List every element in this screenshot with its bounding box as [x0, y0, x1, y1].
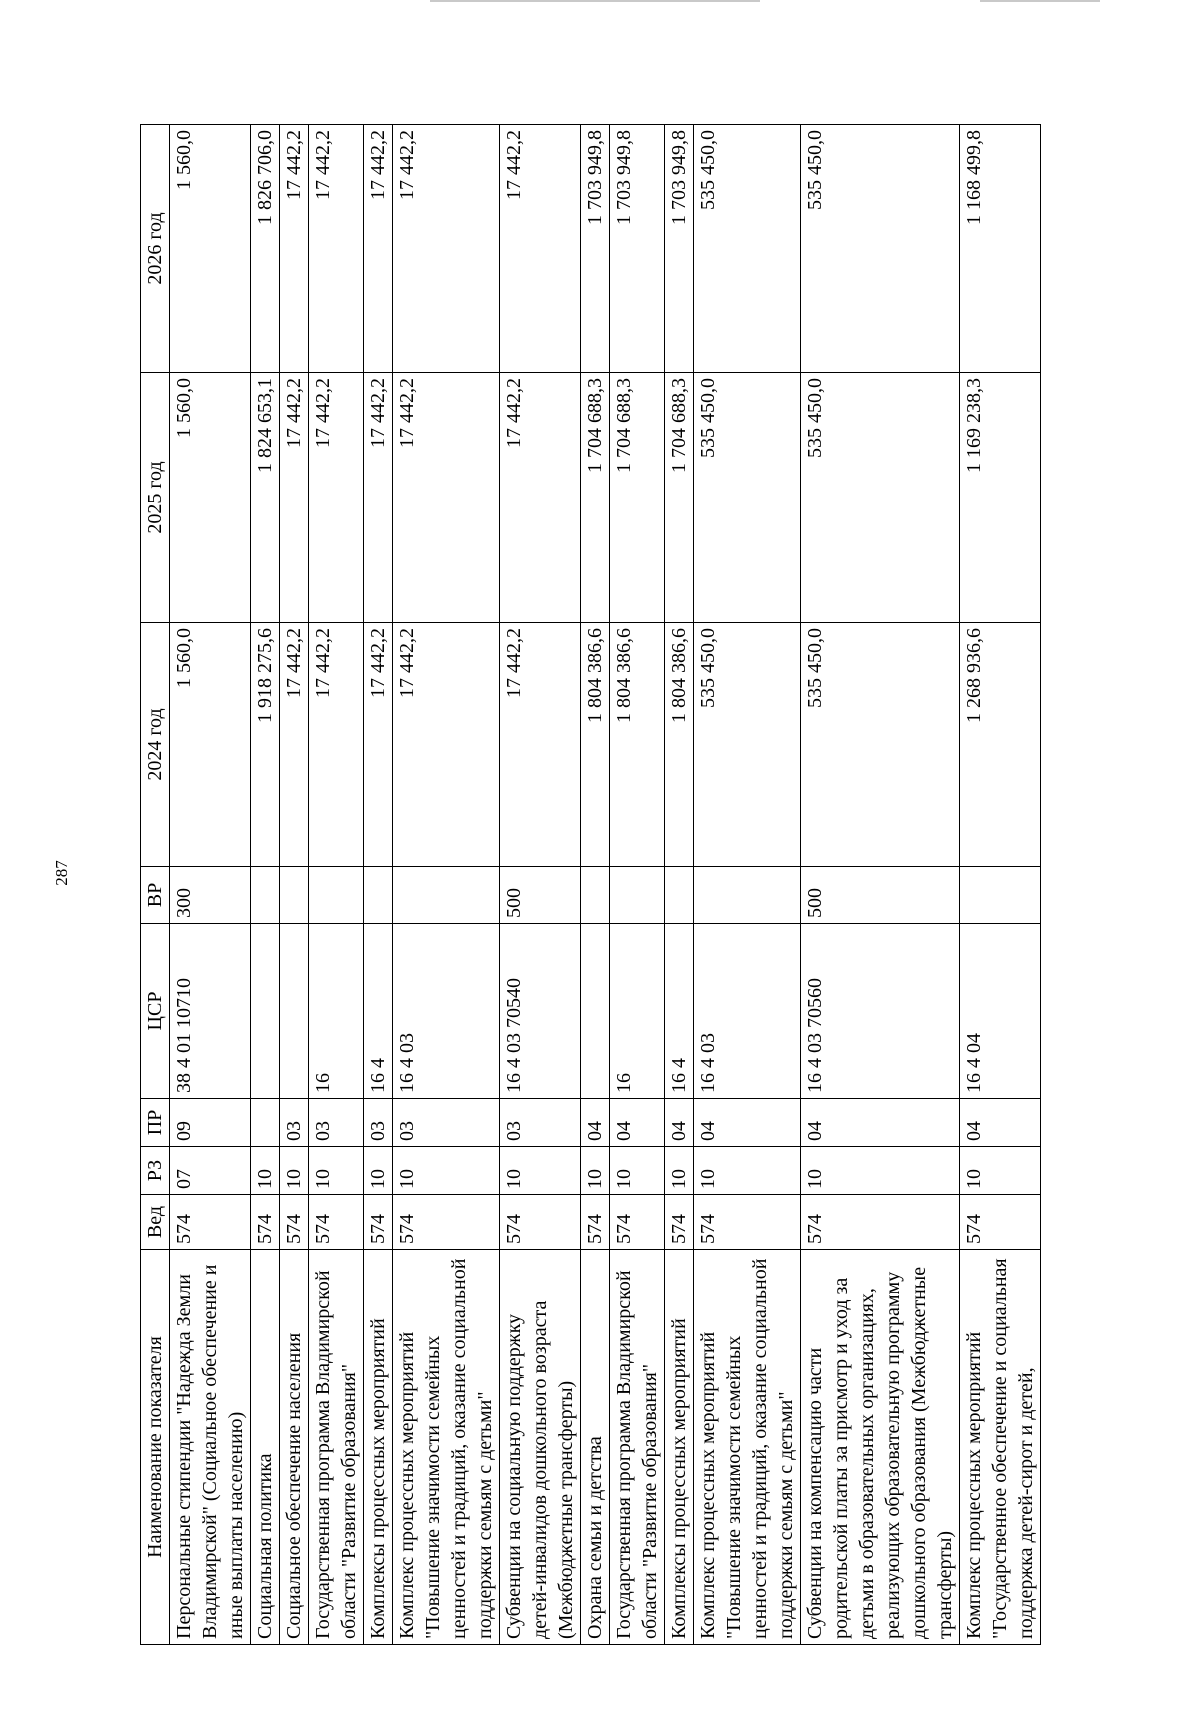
value-2026-cell: 17 442,2	[364, 125, 393, 373]
table-row	[280, 125, 309, 1645]
name-cell: Комплекс процессных мероприятий "Повышение значимости семейных ценностей и традиций, оказание социальной поддержки семьям с детьми"	[393, 1250, 500, 1645]
name-cell: Субвенции на компенсацию части родительской платы за присмотр и уход за детьми в образовательных организациях, реализующих образовательную программу дошкольного образования (Межбюджетные трансферты)	[801, 1250, 960, 1645]
table-row	[393, 125, 500, 1645]
header-cell: 2025 год	[141, 373, 170, 623]
value-2025-cell: 17 442,2	[280, 373, 309, 623]
header-cell: ЦСР	[141, 924, 170, 1099]
pr-cell: 04	[960, 1099, 1041, 1147]
pr-cell: 03	[364, 1099, 393, 1147]
value-2025-cell: 1 704 688,3	[665, 373, 694, 623]
vr-cell	[610, 867, 665, 924]
value-2025-cell: 17 442,2	[500, 373, 581, 623]
ved-cell: 574	[251, 1195, 280, 1250]
value-2024-cell: 1 804 386,6	[665, 623, 694, 867]
vr-cell: 500	[500, 867, 581, 924]
rz-cell: 07	[170, 1147, 251, 1195]
value-2026-cell: 1 703 949,8	[665, 125, 694, 373]
ved-cell: 574	[801, 1195, 960, 1250]
pr-cell: 03	[309, 1099, 364, 1147]
value-2026-cell: 17 442,2	[500, 125, 581, 373]
vr-cell: 300	[170, 867, 251, 924]
value-2025-cell: 1 560,0	[170, 373, 251, 623]
scan-edge-line	[430, 0, 760, 2]
table-row	[364, 125, 393, 1645]
scan-edge-line	[980, 0, 1100, 2]
value-2024-cell: 17 442,2	[280, 623, 309, 867]
ved-cell: 574	[364, 1195, 393, 1250]
ved-cell: 574	[280, 1195, 309, 1250]
table-row	[500, 125, 581, 1645]
rz-cell: 10	[581, 1147, 610, 1195]
budget-table	[140, 124, 1041, 1645]
rz-cell: 10	[665, 1147, 694, 1195]
table-body	[170, 125, 1041, 1645]
vr-cell	[309, 867, 364, 924]
table-row	[694, 125, 801, 1645]
header-cell: 2026 год	[141, 125, 170, 373]
value-2026-cell: 1 168 499,8	[960, 125, 1041, 373]
value-2025-cell: 1 169 238,3	[960, 373, 1041, 623]
value-2025-cell: 535 450,0	[694, 373, 801, 623]
pr-cell: 03	[280, 1099, 309, 1147]
vr-cell	[364, 867, 393, 924]
value-2026-cell: 17 442,2	[309, 125, 364, 373]
value-2024-cell: 1 804 386,6	[581, 623, 610, 867]
name-cell: Социальное обеспечение населения	[280, 1250, 309, 1645]
name-cell: Субвенции на социальную поддержку детей-инвалидов дошкольного возраста (Межбюджетные трансферты)	[500, 1250, 581, 1645]
csr-cell: 16 4 03	[393, 924, 500, 1099]
pr-cell: 04	[801, 1099, 960, 1147]
page-number: 287	[52, 860, 71, 886]
name-cell: Комплекс процессных мероприятий "Повышение значимости семейных ценностей и традиций, оказание социальной поддержки семьям с детьми"	[694, 1250, 801, 1645]
value-2026-cell: 1 560,0	[170, 125, 251, 373]
value-2024-cell: 1 804 386,6	[610, 623, 665, 867]
vr-cell	[581, 867, 610, 924]
name-cell: Охрана семьи и детства	[581, 1250, 610, 1645]
ved-cell: 574	[500, 1195, 581, 1250]
rz-cell: 10	[694, 1147, 801, 1195]
name-cell: Комплексы процессных мероприятий	[364, 1250, 393, 1645]
value-2026-cell: 1 703 949,8	[581, 125, 610, 373]
ved-cell: 574	[610, 1195, 665, 1250]
value-2025-cell: 1 704 688,3	[581, 373, 610, 623]
value-2025-cell: 1 824 653,1	[251, 373, 280, 623]
table-row	[801, 125, 960, 1645]
pr-cell: 04	[610, 1099, 665, 1147]
value-2025-cell: 17 442,2	[393, 373, 500, 623]
value-2026-cell: 1 826 706,0	[251, 125, 280, 373]
ved-cell: 574	[309, 1195, 364, 1250]
rz-cell: 10	[364, 1147, 393, 1195]
value-2026-cell: 1 703 949,8	[610, 125, 665, 373]
header-cell: 2024 год	[141, 623, 170, 867]
table-row	[960, 125, 1041, 1645]
csr-cell: 16 4	[665, 924, 694, 1099]
pr-cell	[251, 1099, 280, 1147]
csr-cell: 16 4 03 70560	[801, 924, 960, 1099]
name-cell: Комплекс процессных мероприятий "Государственное обеспечение и социальная поддержка детей-сирот и детей,	[960, 1250, 1041, 1645]
value-2025-cell: 17 442,2	[364, 373, 393, 623]
value-2026-cell: 535 450,0	[694, 125, 801, 373]
vr-cell	[280, 867, 309, 924]
vr-cell	[960, 867, 1041, 924]
csr-cell: 16	[610, 924, 665, 1099]
vr-cell	[665, 867, 694, 924]
ved-cell: 574	[581, 1195, 610, 1250]
csr-cell	[581, 924, 610, 1099]
csr-cell	[280, 924, 309, 1099]
table-row	[309, 125, 364, 1645]
rz-cell: 10	[280, 1147, 309, 1195]
name-cell: Государственная программа Владимирской области "Развитие образования"	[309, 1250, 364, 1645]
value-2026-cell: 17 442,2	[280, 125, 309, 373]
value-2024-cell: 17 442,2	[364, 623, 393, 867]
value-2025-cell: 17 442,2	[309, 373, 364, 623]
value-2025-cell: 1 704 688,3	[610, 373, 665, 623]
vr-cell	[393, 867, 500, 924]
csr-cell: 16 4	[364, 924, 393, 1099]
csr-cell: 16	[309, 924, 364, 1099]
value-2024-cell: 1 560,0	[170, 623, 251, 867]
value-2026-cell: 17 442,2	[393, 125, 500, 373]
value-2024-cell: 17 442,2	[500, 623, 581, 867]
rz-cell: 10	[393, 1147, 500, 1195]
ved-cell: 574	[694, 1195, 801, 1250]
value-2024-cell: 535 450,0	[801, 623, 960, 867]
header-cell: ВР	[141, 867, 170, 924]
vr-cell: 500	[801, 867, 960, 924]
ved-cell: 574	[960, 1195, 1041, 1250]
value-2024-cell: 1 918 275,6	[251, 623, 280, 867]
pr-cell: 09	[170, 1099, 251, 1147]
value-2024-cell: 17 442,2	[309, 623, 364, 867]
pr-cell: 03	[393, 1099, 500, 1147]
header-cell: ПР	[141, 1099, 170, 1147]
ved-cell: 574	[665, 1195, 694, 1250]
name-cell: Персональные стипендии "Надежда Земли Владимирской" (Социальное обеспечение и иные выплаты населению)	[170, 1250, 251, 1645]
csr-cell: 16 4 03	[694, 924, 801, 1099]
csr-cell: 16 4 04	[960, 924, 1041, 1099]
value-2024-cell: 17 442,2	[393, 623, 500, 867]
table-row	[610, 125, 665, 1645]
value-2025-cell: 535 450,0	[801, 373, 960, 623]
table-row	[665, 125, 694, 1645]
name-cell: Социальная политика	[251, 1250, 280, 1645]
header-cell: Вед	[141, 1195, 170, 1250]
rz-cell: 10	[251, 1147, 280, 1195]
pr-cell: 03	[500, 1099, 581, 1147]
rz-cell: 10	[960, 1147, 1041, 1195]
value-2024-cell: 1 268 936,6	[960, 623, 1041, 867]
table-row	[170, 125, 251, 1645]
table-row	[581, 125, 610, 1645]
value-2026-cell: 535 450,0	[801, 125, 960, 373]
rz-cell: 10	[610, 1147, 665, 1195]
csr-cell	[251, 924, 280, 1099]
name-cell: Государственная программа Владимирской области "Развитие образования"	[610, 1250, 665, 1645]
table-row	[251, 125, 280, 1645]
value-2024-cell: 535 450,0	[694, 623, 801, 867]
ved-cell: 574	[170, 1195, 251, 1250]
vr-cell	[251, 867, 280, 924]
header-cell: РЗ	[141, 1147, 170, 1195]
vr-cell	[694, 867, 801, 924]
rz-cell: 10	[309, 1147, 364, 1195]
pr-cell: 04	[581, 1099, 610, 1147]
rz-cell: 10	[500, 1147, 581, 1195]
table-header-row	[141, 125, 170, 1645]
rz-cell: 10	[801, 1147, 960, 1195]
pr-cell: 04	[665, 1099, 694, 1147]
header-cell: Наименование показателя	[141, 1250, 170, 1645]
rotated-table-container	[140, 125, 1070, 1645]
ved-cell: 574	[393, 1195, 500, 1250]
rotated-table-frame	[140, 125, 1070, 1645]
csr-cell: 38 4 01 10710	[170, 924, 251, 1099]
pr-cell: 04	[694, 1099, 801, 1147]
csr-cell: 16 4 03 70540	[500, 924, 581, 1099]
name-cell: Комплексы процессных мероприятий	[665, 1250, 694, 1645]
